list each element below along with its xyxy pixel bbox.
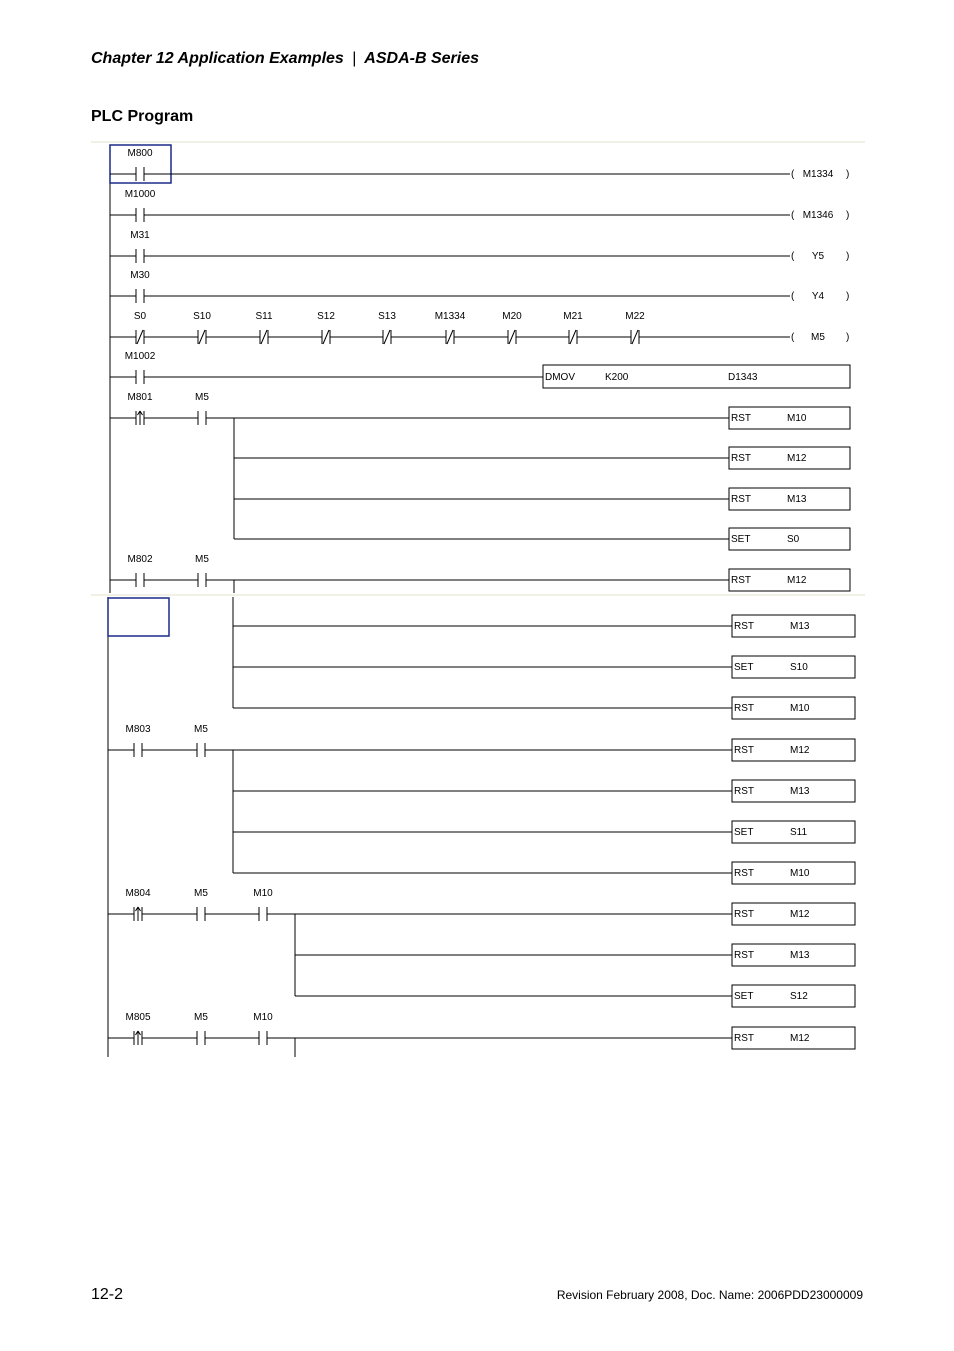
contact-nc-slash xyxy=(384,330,390,344)
contact-label: M802 xyxy=(127,554,153,565)
contact-label: M5 xyxy=(194,1012,208,1023)
coil-bracket: ) xyxy=(846,169,850,180)
output-operand: M10 xyxy=(787,413,807,424)
output-operand: S12 xyxy=(790,991,808,1002)
section-title: PLC Program xyxy=(91,108,194,125)
coil-bracket: ( xyxy=(791,332,795,343)
output-operand: M13 xyxy=(790,621,810,632)
contact-label: S0 xyxy=(133,311,147,322)
coil-bracket: ( xyxy=(791,210,795,221)
contact-label: M800 xyxy=(127,148,153,159)
output-instruction: RST xyxy=(734,786,754,797)
output-instruction: RST xyxy=(734,868,754,879)
coil-bracket: ) xyxy=(846,251,850,262)
output-instruction: RST xyxy=(734,1033,754,1044)
contact-label: M1334 xyxy=(434,311,466,322)
dmov-box xyxy=(543,365,850,388)
contact-label: S12 xyxy=(317,311,335,322)
chapter-title: Chapter 12 Application Examples xyxy=(91,50,344,67)
output-operand: M12 xyxy=(790,745,810,756)
contact-label: M801 xyxy=(127,392,153,403)
contact-label: M1000 xyxy=(124,189,156,200)
contact-label: M5 xyxy=(194,724,208,735)
contact-label: M20 xyxy=(502,311,522,322)
coil-bracket: ) xyxy=(846,210,850,221)
output-operand: S11 xyxy=(790,827,808,838)
coil-bracket: ) xyxy=(846,332,850,343)
output-instruction: SET xyxy=(734,991,754,1002)
coil-bracket: ( xyxy=(791,251,795,262)
output-operand: M13 xyxy=(790,950,810,961)
contact-label: M5 xyxy=(195,554,209,565)
contact-nc-slash xyxy=(509,330,515,344)
selection-cursor xyxy=(108,598,169,636)
coil-bracket: ( xyxy=(791,169,795,180)
contact-label: M21 xyxy=(563,311,583,322)
output-instruction: SET xyxy=(731,534,751,545)
dmov-instruction: DMOV xyxy=(545,372,575,383)
contact-nc-slash xyxy=(137,330,143,344)
output-instruction: RST xyxy=(734,621,754,632)
contact-nc-slash xyxy=(323,330,329,344)
contact-label: M10 xyxy=(253,888,273,899)
contact-nc-slash xyxy=(632,330,638,344)
output-instruction: RST xyxy=(731,494,751,505)
contact-label: M5 xyxy=(194,888,208,899)
output-operand: M10 xyxy=(790,703,810,714)
output-operand: S10 xyxy=(790,662,808,673)
output-instruction: RST xyxy=(731,575,751,586)
output-operand: M13 xyxy=(787,494,807,505)
output-operand: M12 xyxy=(790,1033,810,1044)
contact-label: M804 xyxy=(125,888,151,899)
output-operand: M12 xyxy=(790,909,810,920)
output-operand: M12 xyxy=(787,575,807,586)
output-instruction: RST xyxy=(731,413,751,424)
coil-label: Y5 xyxy=(811,251,825,262)
contact-nc-slash xyxy=(570,330,576,344)
series-title: ASDA-B Series xyxy=(364,50,479,67)
page-number: 12-2 xyxy=(91,1286,124,1303)
coil-label: Y4 xyxy=(811,291,825,302)
contact-label: M31 xyxy=(130,230,150,241)
coil-label: M1346 xyxy=(802,210,834,221)
contact-label: M803 xyxy=(125,724,151,735)
coil-label: M1334 xyxy=(802,169,834,180)
dmov-source: K200 xyxy=(605,372,629,383)
contact-nc-slash xyxy=(261,330,267,344)
output-instruction: RST xyxy=(731,453,751,464)
dmov-dest: D1343 xyxy=(728,372,758,383)
contact-label: S11 xyxy=(255,311,273,322)
contact-label: M5 xyxy=(195,392,209,403)
revision-info: Revision February 2008, Doc. Name: 2006PDD23000009 xyxy=(556,1288,863,1302)
contact-label: S10 xyxy=(193,311,211,322)
output-instruction: RST xyxy=(734,745,754,756)
contact-label: M805 xyxy=(125,1012,151,1023)
contact-label: S13 xyxy=(378,311,396,322)
contact-label: M30 xyxy=(130,270,150,281)
output-instruction: RST xyxy=(734,909,754,920)
output-instruction: SET xyxy=(734,827,754,838)
output-instruction: SET xyxy=(734,662,754,673)
output-instruction: RST xyxy=(734,703,754,714)
coil-label: M5 xyxy=(811,332,825,343)
contact-nc-slash xyxy=(199,330,205,344)
output-operand: M12 xyxy=(787,453,807,464)
output-instruction: RST xyxy=(734,950,754,961)
output-operand: M13 xyxy=(790,786,810,797)
header-separator: | xyxy=(352,50,357,67)
contact-label: M10 xyxy=(253,1012,273,1023)
coil-bracket: ( xyxy=(791,291,795,302)
contact-label: M22 xyxy=(625,311,645,322)
coil-bracket: ) xyxy=(846,291,850,302)
contact-label: M1002 xyxy=(124,351,156,362)
output-operand: M10 xyxy=(790,868,810,879)
output-operand: S0 xyxy=(787,534,800,545)
contact-nc-slash xyxy=(447,330,453,344)
